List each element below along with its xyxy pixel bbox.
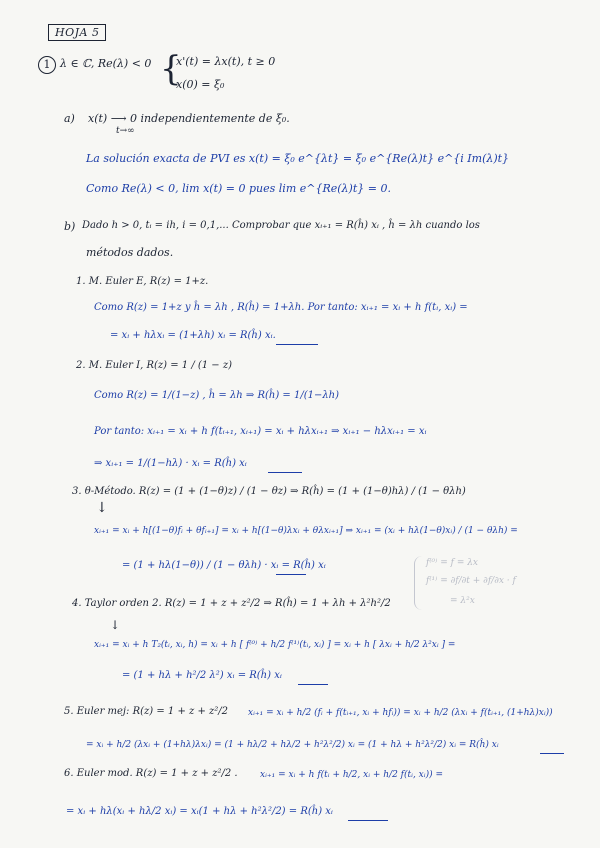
auxiliary-note: [412, 556, 554, 614]
problem-condition: λ ∈ ℂ, Re(λ) < 0: [60, 57, 152, 70]
method-2-line-2: Por tanto: xᵢ₊₁ = xᵢ + h f(tᵢ₊₁, xᵢ₊₁) = xᵢ + hλxᵢ₊₁ ⇒ xᵢ₊₁ − hλxᵢ₊₁ = xᵢ: [94, 426, 427, 437]
initial-condition: x(0) = ξ₀: [176, 78, 225, 91]
aux-bracket: [414, 556, 423, 610]
part-a-line-2: Como Re(λ) < 0, lim x(t) = 0 pues lim e^{Re(λ)t} = 0.: [86, 182, 391, 195]
method-4-line-1: xᵢ₊₁ = xᵢ + h T₂(tᵢ, xᵢ, h) = xᵢ + h [ f⁽⁰⁾ + h/2 f⁽¹⁾(tᵢ, xᵢ) ] = xᵢ + h [ λxᵢ + h/2 λ²xᵢ ] =: [94, 640, 456, 650]
underline: [540, 753, 564, 754]
method-3-line-1: xᵢ₊₁ = xᵢ + h[(1−θ)fᵢ + θfᵢ₊₁] = xᵢ + h[(1−θ)λxᵢ + θλxᵢ₊₁] ⇒ xᵢ₊₁ = (xᵢ + hλ(1−θ)xᵢ) / (1 − θλh) =: [94, 526, 518, 536]
method-1-line-2: = xᵢ + hλxᵢ = (1+λh) xᵢ = R(ĥ) xᵢ.: [110, 330, 276, 341]
underline: [276, 574, 306, 575]
method-4-title: 4. Taylor orden 2. R(z) = 1 + z + z²/2 ⇒ R(ĥ) = 1 + λh + λ²h²/2: [72, 598, 391, 609]
problem-number: 1: [38, 56, 56, 74]
underline: [348, 820, 388, 821]
part-a-label: a): [64, 112, 75, 125]
method-5-line-0: xᵢ₊₁ = xᵢ + h/2 (fᵢ + f(tᵢ₊₁, xᵢ + hfᵢ)) = xᵢ + h/2 (λxᵢ + f(tᵢ₊₁, (1+hλ)xᵢ)): [248, 708, 553, 718]
underline: [298, 684, 328, 685]
method-6-title: 6. Euler mod. R(z) = 1 + z + z²/2 .: [64, 768, 238, 779]
method-3-title: 3. θ-Método. R(z) = (1 + (1−θ)z) / (1 − θz) ⇒ R(ĥ) = (1 + (1−θ)hλ) / (1 − θλh): [72, 486, 466, 497]
system-brace: {: [160, 49, 182, 89]
part-a-statement: x(t) ⟶ 0 independientemente de ξ₀.: [88, 112, 290, 125]
method-2-line-1: Como R(z) = 1/(1−z) , ĥ = λh ⇒ R(ĥ) = 1/(1−λh): [94, 390, 340, 401]
ode-equation: x'(t) = λx(t), t ≥ 0: [176, 55, 276, 68]
part-a-limit-note: t→∞: [116, 126, 135, 136]
method-1-line-1: Como R(z) = 1+z y ĥ = λh , R(ĥ) = 1+λh. Por tanto: xᵢ₊₁ = xᵢ + h f(tᵢ, xᵢ) =: [94, 302, 468, 313]
method-5-line-1: = xᵢ + h/2 (λxᵢ + (1+hλ)λxᵢ) = (1 + hλ/2 + hλ/2 + h²λ²/2) xᵢ = (1 + hλ + h²λ²/2) xᵢ = R(ĥ) xᵢ: [86, 740, 499, 750]
part-a-line-1: La solución exacta de PVI es x(t) = ξ₀ e^{λt} = ξ₀ e^{Re(λ)t} e^{i Im(λ)t}: [86, 152, 510, 165]
aux-line-2: f⁽¹⁾ = ∂f/∂t + ∂f/∂x · f: [426, 576, 516, 586]
down-arrow-icon: ↓: [96, 500, 108, 516]
method-6-line-0: xᵢ₊₁ = xᵢ + h f(tᵢ + h/2, xᵢ + h/2 f(tᵢ, xᵢ)) =: [260, 770, 443, 780]
method-2-line-3: ⇒ xᵢ₊₁ = 1/(1−hλ) · xᵢ = R(ĥ) xᵢ: [94, 458, 247, 469]
page-title: HOJA 5: [48, 24, 106, 41]
aux-line-1: f⁽⁰⁾ = f = λx: [426, 558, 478, 568]
aux-line-3: = λ²x: [450, 596, 475, 606]
method-5-title: 5. Euler mej: R(z) = 1 + z + z²/2: [64, 706, 229, 717]
method-6-line-1: = xᵢ + hλ(xᵢ + hλ/2 xᵢ) = xᵢ(1 + hλ + h²λ²/2) = R(ĥ) xᵢ: [66, 806, 333, 817]
down-arrow-icon: ↓: [110, 618, 121, 632]
method-3-line-2: = (1 + hλ(1−θ)) / (1 − θλh) · xᵢ = R(ĥ) xᵢ: [122, 560, 326, 571]
part-b-statement-2: métodos dados.: [86, 246, 174, 259]
method-4-line-2: = (1 + hλ + h²/2 λ²) xᵢ = R(ĥ) xᵢ: [122, 670, 282, 681]
underline: [268, 472, 302, 473]
part-b-statement: Dado h > 0, tᵢ = ih, i = 0,1,... Comprobar que xᵢ₊₁ = R(ĥ) xᵢ , ĥ = λh cuando los: [82, 220, 480, 231]
part-b-label: b): [64, 220, 76, 233]
underline: [276, 344, 318, 345]
method-1-title: 1. M. Euler E, R(z) = 1+z.: [76, 276, 209, 287]
method-2-title: 2. M. Euler I, R(z) = 1 / (1 − z): [76, 360, 233, 371]
